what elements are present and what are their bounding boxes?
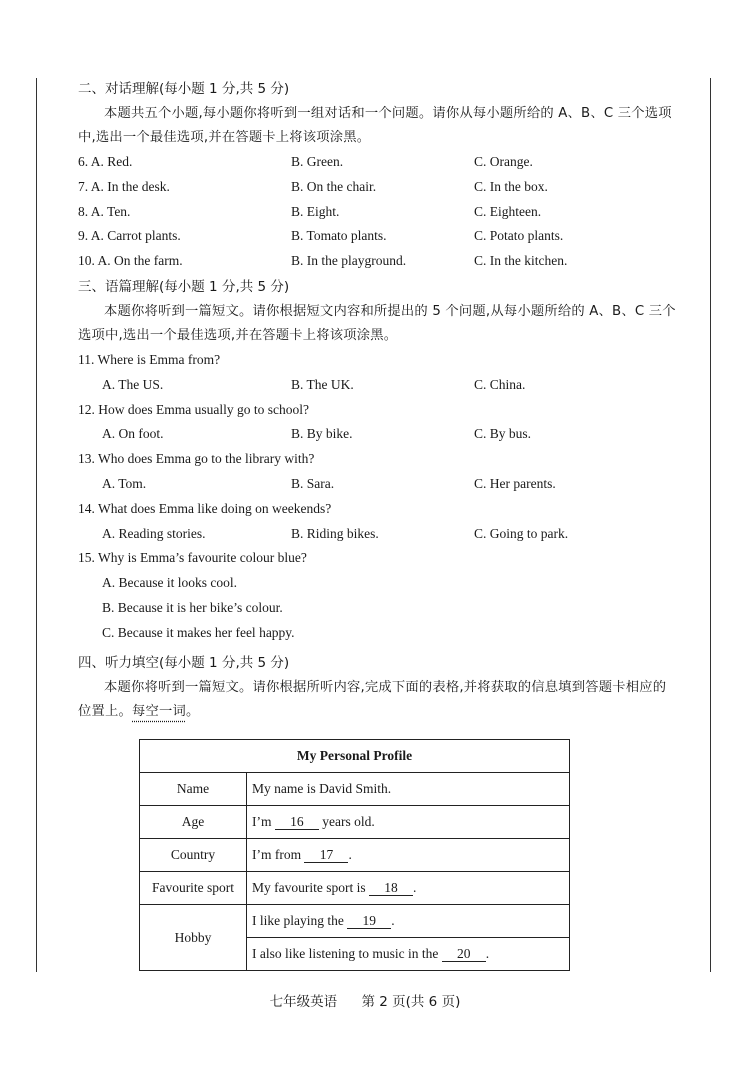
option-c: C. Potato plants. (474, 228, 564, 244)
question-row (78, 224, 678, 249)
value-text: I’m (252, 814, 275, 829)
question-row (78, 150, 678, 175)
instructions-text: 本题你将听到一篇短文。请你根据所听内容,完成下面的表格,并将获取的信息填到答题卡相应的位置上。 (78, 679, 667, 719)
option-b: B. Tomato plants. (291, 228, 387, 244)
question-stem (78, 546, 678, 571)
option-b (78, 596, 678, 621)
question-stem (78, 398, 678, 423)
option-c-text: C. Because it makes her feel happy. (102, 624, 295, 640)
row-value (247, 872, 570, 905)
section3-title: 三、语篇理解(每小题 1 分,共 5 分) (78, 278, 290, 295)
row-label: Age (140, 806, 247, 839)
option-a: 8. A. Ten. (78, 203, 131, 219)
option-c: C. China. (474, 376, 526, 392)
value-text: I also like listening to music in the (252, 946, 442, 961)
answer-blank: 18 (369, 880, 413, 896)
table-row (140, 905, 570, 938)
option-b-text: B. Because it is her bike’s colour. (102, 599, 283, 615)
option-a (78, 571, 678, 596)
question-text: 15. Why is Emma’s favourite colour blue? (78, 550, 307, 566)
question-text: 14. What does Emma like doing on weekends? (78, 500, 332, 516)
option-b: B. In the playground. (291, 253, 407, 269)
value-end: . (413, 880, 417, 895)
option-a: 10. A. On the farm. (78, 253, 183, 269)
question-row (78, 200, 678, 225)
table-header-row (140, 740, 570, 773)
section3-questions (78, 348, 678, 546)
row-label: Hobby (140, 905, 247, 971)
row-label: Favourite sport (140, 872, 247, 905)
question-text: 12. How does Emma usually go to school? (78, 401, 309, 417)
option-b: B. On the chair. (291, 178, 377, 194)
option-b: B. Eight. (291, 203, 340, 219)
value-end: . (485, 946, 490, 961)
answer-blank: 19 (347, 913, 391, 929)
option-b: B. Sara. (291, 475, 335, 491)
option-c: C. In the kitchen. (474, 253, 568, 269)
option-a: 9. A. Carrot plants. (78, 228, 181, 244)
option-c: C. Her parents. (474, 475, 556, 491)
value-end: years old. (318, 814, 375, 829)
section2-questions (78, 150, 678, 274)
table-row (140, 773, 570, 806)
value-text: I like playing the (252, 913, 348, 928)
question-15 (78, 546, 678, 645)
option-a-text: A. Because it looks cool. (102, 575, 237, 591)
personal-profile-table (139, 739, 570, 971)
option-c: C. Going to park. (474, 525, 569, 541)
value-end: . (391, 913, 395, 928)
instructions-end: 。 (186, 703, 200, 719)
section4-instructions (78, 676, 678, 724)
right-margin-line (710, 78, 711, 972)
row-value (247, 839, 570, 872)
table-row (140, 872, 570, 905)
page-content (78, 76, 678, 724)
section4-title: 四、听力填空(每小题 1 分,共 5 分) (78, 654, 290, 671)
emphasized-text: 每空一词 (132, 703, 186, 719)
option-b: B. By bike. (291, 426, 353, 442)
question-stem (78, 348, 678, 373)
row-label: Country (140, 839, 247, 872)
option-a: A. Tom. (102, 475, 147, 491)
question-row (78, 175, 678, 200)
answer-blank: 20 (442, 946, 486, 962)
option-c: C. Eighteen. (474, 203, 542, 219)
page-footer (0, 990, 730, 1010)
option-c: C. In the box. (474, 178, 548, 194)
profile-rows (140, 773, 570, 905)
row-value (247, 806, 570, 839)
option-c: C. By bus. (474, 426, 532, 442)
row-value (247, 938, 570, 971)
footer-page-number: 第 2 页(共 6 页) (361, 994, 461, 1010)
answer-blank: 17 (304, 847, 348, 863)
footer-subject: 七年级英语 (269, 994, 338, 1010)
value-text: I’m from (252, 847, 305, 862)
section3-instructions: 本题你将听到一篇短文。请你根据短文内容和所提出的 5 个问题,从每小题所给的 A、B、C 三个选项中,选出一个最佳选项,并在答题卡上将该项涂黑。 (78, 303, 676, 343)
option-b: B. The UK. (291, 376, 354, 392)
question-row (78, 249, 678, 274)
option-c (78, 621, 678, 646)
row-label: Name (140, 773, 247, 806)
value-end: . (348, 847, 352, 862)
question-text: 13. Who does Emma go to the library with? (78, 451, 315, 467)
value-text: My name is David Smith. (252, 781, 392, 796)
row-value (247, 773, 570, 806)
option-a: 6. A. Red. (78, 154, 133, 169)
table-title: My Personal Profile (140, 740, 570, 773)
table-row (140, 806, 570, 839)
question-stem (78, 497, 678, 522)
table-row (140, 839, 570, 872)
option-a: A. Reading stories. (102, 525, 206, 541)
question-stem (78, 447, 678, 472)
option-a: A. On foot. (102, 426, 164, 442)
question-text: 11. Where is Emma from? (78, 351, 221, 367)
options-row (78, 472, 678, 497)
option-c: C. Orange. (474, 154, 533, 169)
row-value (247, 905, 570, 938)
value-text: My favourite sport is (252, 880, 369, 895)
options-row (78, 522, 678, 547)
option-b: B. Green. (291, 154, 344, 169)
section2-title: 二、对话理解(每小题 1 分,共 5 分) (78, 81, 290, 97)
options-row (78, 373, 678, 398)
options-row (78, 422, 678, 447)
left-margin-line (36, 78, 37, 972)
option-a: 7. A. In the desk. (78, 178, 170, 194)
section2-instructions: 本题共五个小题,每小题你将听到一组对话和一个问题。请你从每小题所给的 A、B、C 三个选项中,选出一个最佳选项,并在答题卡上将该项涂黑。 (78, 106, 672, 145)
answer-blank: 16 (275, 814, 319, 830)
option-a: A. The US. (102, 376, 164, 392)
option-b: B. Riding bikes. (291, 525, 379, 541)
